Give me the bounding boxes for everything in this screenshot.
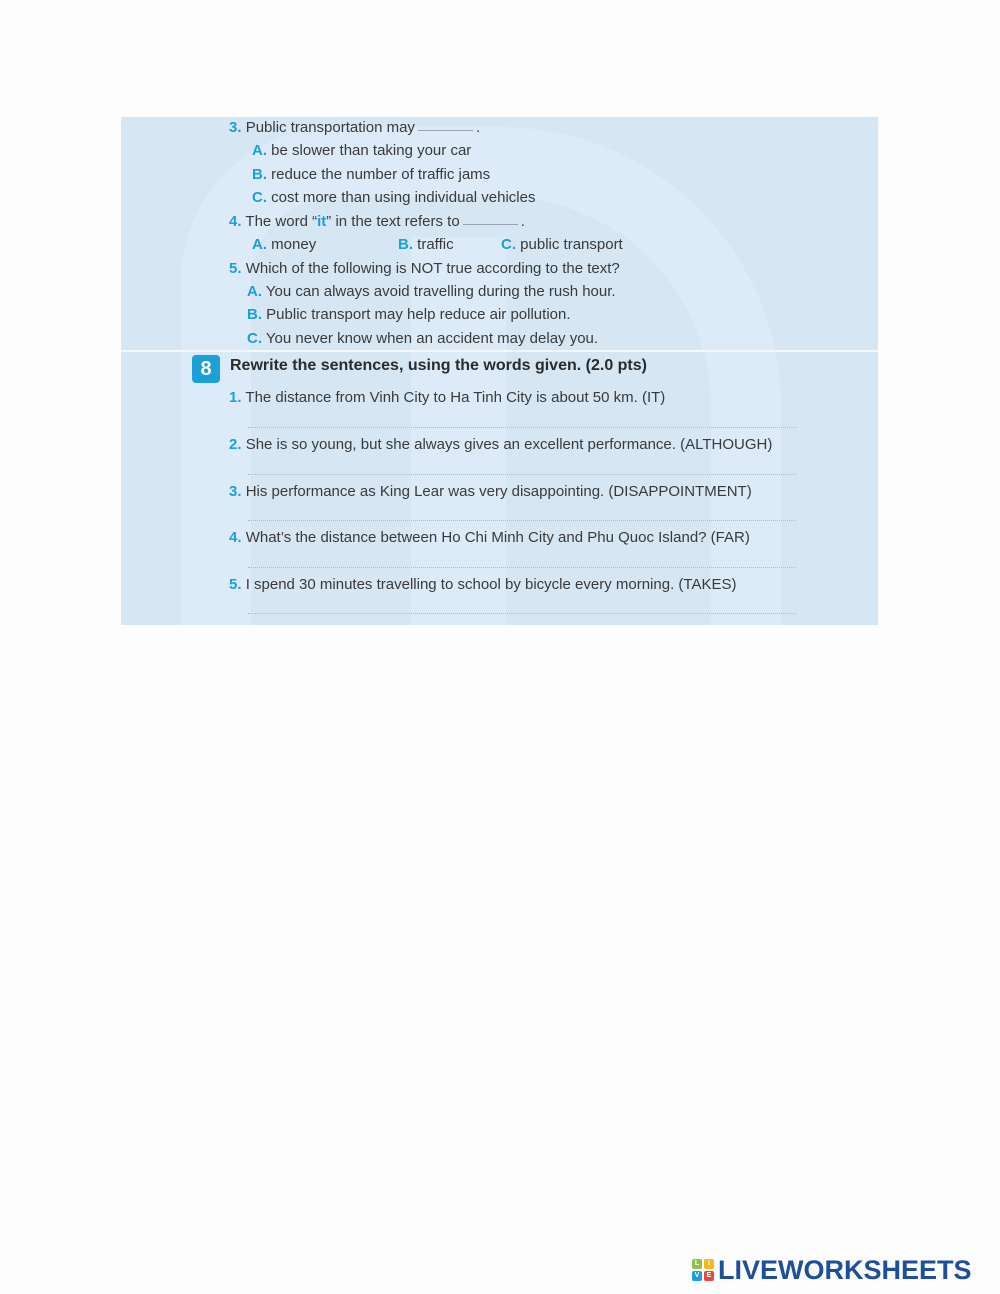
- option-5a[interactable]: A. You can always avoid travelling during the rush hour.: [247, 283, 616, 300]
- option-3a[interactable]: A. be slower than taking your car: [252, 142, 472, 159]
- question-5: 5. Which of the following is NOT true according to the text?: [229, 260, 620, 277]
- logo-grid-icon: L I V E: [692, 1259, 714, 1281]
- question-4: 4. The word “it” in the text refers to .: [229, 213, 525, 230]
- option-5c[interactable]: C. You never know when an accident may delay you.: [247, 330, 599, 347]
- question-number: 3.: [229, 119, 242, 136]
- liveworksheets-logo: [692, 1256, 972, 1284]
- answer-line-2[interactable]: [248, 474, 796, 475]
- answer-line-3[interactable]: [248, 520, 796, 521]
- option-4a[interactable]: A. money: [252, 236, 317, 253]
- question-number: 5.: [229, 260, 242, 277]
- option-3c[interactable]: C. cost more than using individual vehicles: [252, 189, 536, 206]
- question-text: Public transportation may: [245, 119, 415, 136]
- section-badge: 8: [192, 355, 220, 383]
- logo-text: LIVEWORKSHEETS: [718, 1254, 972, 1285]
- rewrite-item-4: 4. What’s the distance between Ho Chi Minh City and Phu Quoc Island? (FAR): [229, 529, 750, 546]
- section-divider: [121, 350, 878, 352]
- rewrite-item-2: 2. She is so young, but she always gives an excellent performance. (ALTHOUGH): [229, 436, 773, 453]
- option-4b[interactable]: B. traffic: [398, 236, 454, 253]
- option-3b[interactable]: B. reduce the number of traffic jams: [252, 166, 491, 183]
- answer-line-4[interactable]: [248, 567, 796, 568]
- answer-blank[interactable]: [463, 224, 518, 225]
- answer-blank[interactable]: [418, 130, 473, 131]
- question-number: 4.: [229, 213, 242, 230]
- rewrite-item-1: 1. The distance from Vinh City to Ha Tinh City is about 50 km. (IT): [229, 389, 666, 406]
- rewrite-item-3: 3. His performance as King Lear was very disappointing. (DISAPPOINTMENT): [229, 483, 752, 500]
- answer-line-5[interactable]: [248, 613, 796, 614]
- section-heading: Rewrite the sentences, using the words given. (2.0 pts): [230, 357, 647, 374]
- answer-line-1[interactable]: [248, 427, 796, 428]
- worksheet-panel: [121, 117, 878, 625]
- highlighted-word: it: [317, 213, 327, 230]
- option-5b[interactable]: B. Public transport may help reduce air pollution.: [247, 306, 571, 323]
- question-3: 3. Public transportation may .: [229, 119, 481, 136]
- option-4c[interactable]: C. public transport: [501, 236, 623, 253]
- rewrite-item-5: 5. I spend 30 minutes travelling to school by bicycle every morning. (TAKES): [229, 576, 737, 593]
